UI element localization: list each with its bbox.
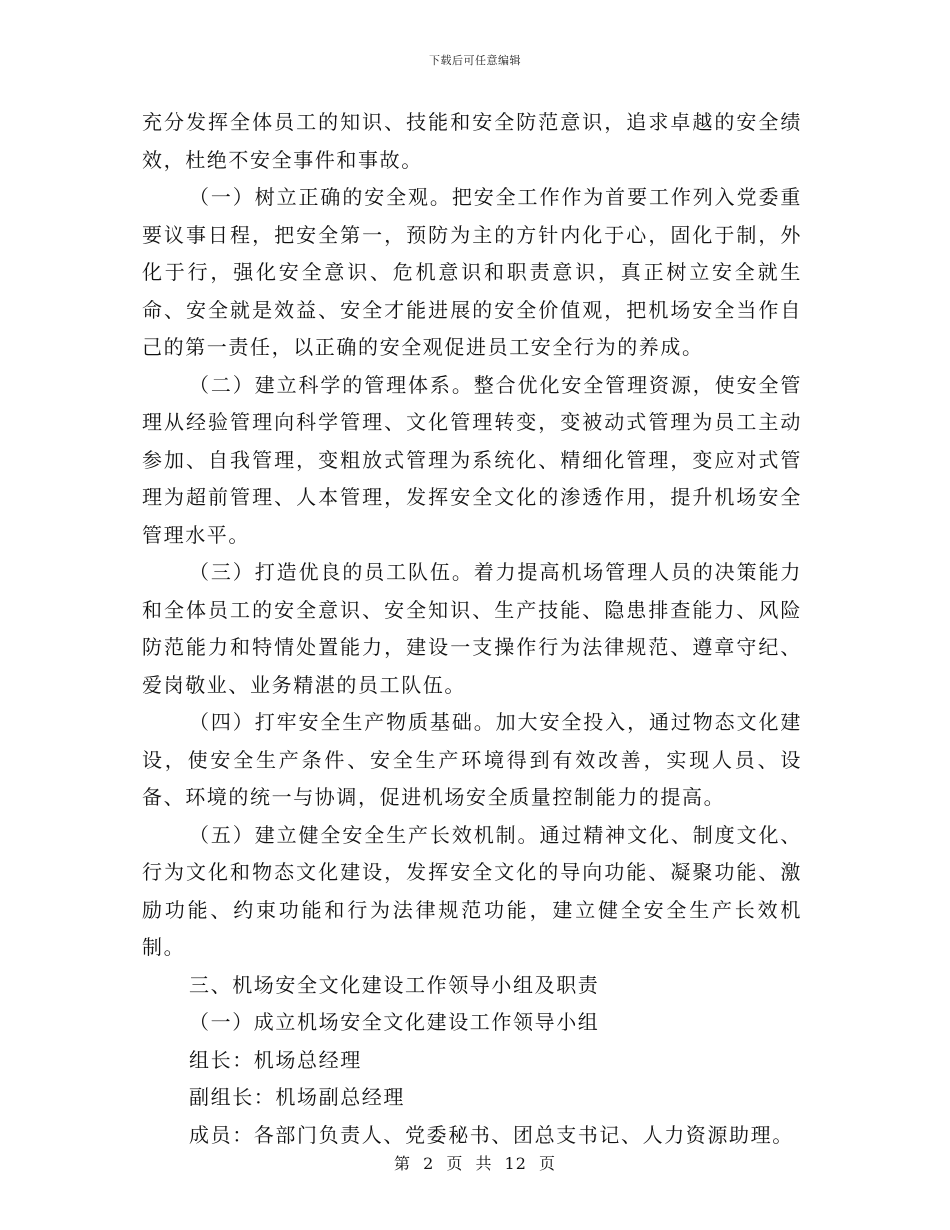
group-leader-line: 组长：机场总经理 (189, 1047, 362, 1072)
deputy-leader-line: 副组长：机场副总经理 (189, 1085, 405, 1109)
paragraph-continuation: 充分发挥全体员工的知识、技能和安全防范意识，追求卓越的安全绩效，杜绝不安全事件和事故。 (142, 110, 802, 172)
members-line: 成员：各部门负责人、党委秘书、团总支书记、人力资源助理。 (189, 1122, 794, 1147)
document-body (142, 104, 802, 1154)
page-header: 下载后可任意编辑 (429, 54, 521, 67)
paragraph-material-basis: （四）打牢安全生产物质基础。加大安全投入，通过物态文化建设，使安全生产条件、安全生产环境得到有效改善，实现人员、设备、环境的统一与协调，促进机场安全质量控制能力的提高。 (142, 710, 802, 809)
paragraph-staff-team: （三）打造优良的员工队伍。着力提高机场管理人员的决策能力和全体员工的安全意识、安全知识、生产技能、隐患排查能力、风险防范能力和特情处置能力，建设一支操作行为法律规范、遵章守纪、爱岗敬业、业务精湛的员工队伍。 (142, 560, 802, 697)
subsection-heading-establish-group: （一）成立机场安全文化建设工作领导小组 (189, 1010, 600, 1034)
paragraph-management-system: （二）建立科学的管理体系。整合优化安全管理资源，使安全管理从经验管理向科学管理、文化管理转变，变被动式管理为员工主动参加、自我管理，变粗放式管理为系统化、精细化管理，变应对式管理为超前管理、人本管理，发挥安全文化的渗透作用，提升机场安全管理水平。 (142, 372, 802, 547)
page-number-footer: 第 2 页 共 12 页 (394, 1154, 556, 1173)
paragraph-long-term-mechanism: （五）建立健全安全生产长效机制。通过精神文化、制度文化、行为文化和物态文化建设，发挥安全文化的导向功能、凝聚功能、激励功能、约束功能和行为法律规范功能，建立健全安全生产长效机制。 (142, 822, 802, 959)
paragraph-safety-view: （一）树立正确的安全观。把安全工作作为首要工作列入党委重要议事日程，把安全第一，预防为主的方针内化于心，固化于制，外化于行，强化安全意识、危机意识和职责意识，真正树立安全就生命、安全就是效益、安全才能进展的安全价值观，把机场安全当作自己的第一责任，以正确的安全观促进员工安全行为的养成。 (142, 185, 802, 359)
section-heading-leadership-group: 三、机场安全文化建设工作领导小组及职责 (189, 972, 600, 997)
